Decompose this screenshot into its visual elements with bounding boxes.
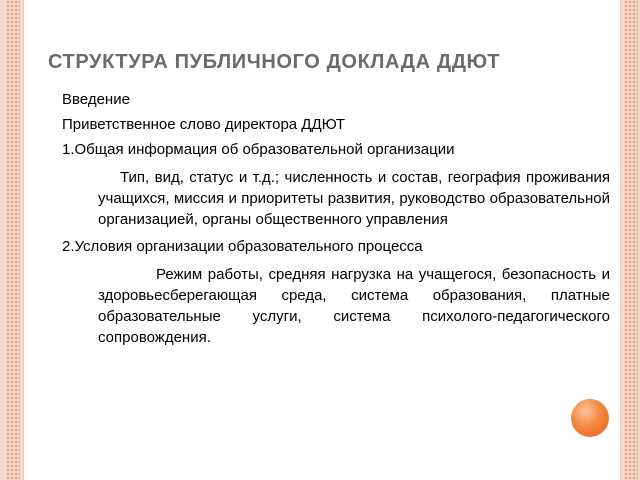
- left-dot-border: [6, 0, 20, 480]
- section-2-detail: Режим работы, средняя нагрузка на учащегося, безопасность и здоровьесберегающая среда, система образования, платные образовательные услуги, система психолого-педагогического сопровождения.: [98, 266, 610, 346]
- line-section-1: 1.Общая информация об образовательной организации: [62, 141, 455, 158]
- section-1-detail: Тип, вид, статус и т.д.; численность и состав, география проживания учащихся, миссия и приоритеты развития, руководство образовательной организацией, органы общественного управления: [98, 169, 610, 228]
- slide-body: [62, 90, 610, 353]
- line-intro: Введение: [62, 91, 130, 108]
- line-section-2: 2.Условия организации образовательного процесса: [62, 238, 423, 255]
- slide-page: [24, 0, 620, 480]
- slide-title: СТРУКТУРА ПУБЛИЧНОГО ДОКЛАДА ДДЮТ: [48, 51, 501, 73]
- line-greeting: Приветственное слово директора ДДЮТ: [62, 116, 346, 133]
- decorative-orange-circle: [571, 399, 609, 437]
- right-dot-border: [624, 0, 638, 480]
